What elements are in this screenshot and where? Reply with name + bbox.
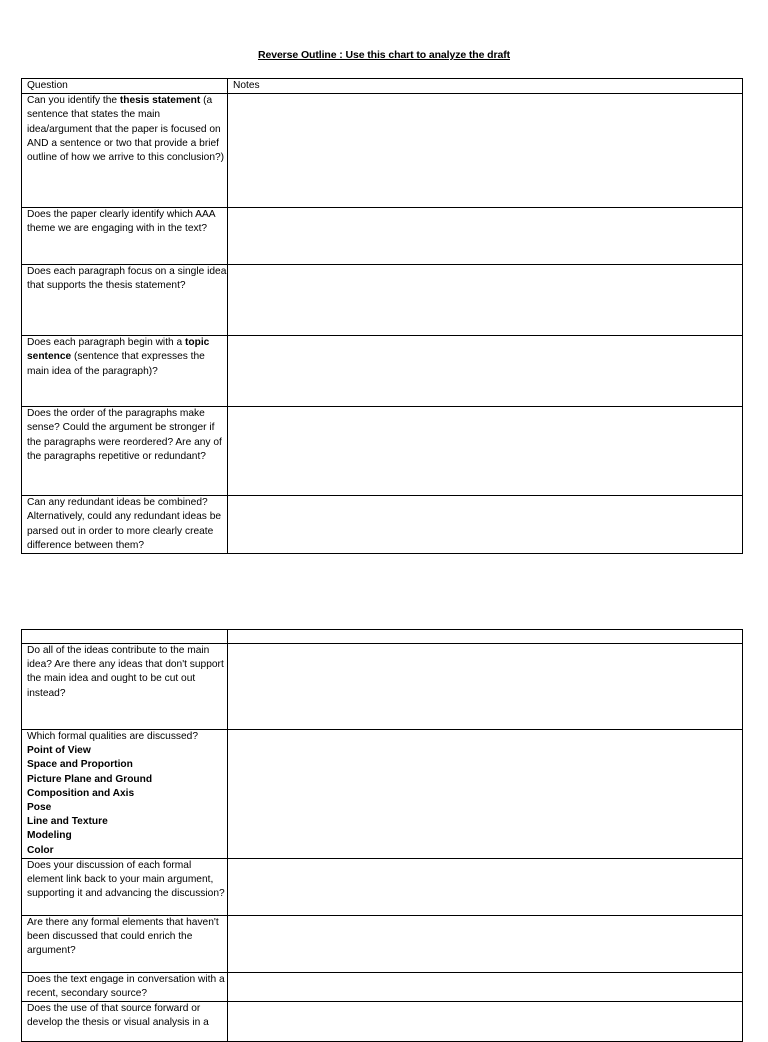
question-cell xyxy=(22,265,228,336)
question-text xyxy=(27,95,224,163)
notes-cell[interactable] xyxy=(228,858,743,915)
emphasized-term: thesis statement xyxy=(119,95,201,107)
document-title: Reverse Outline : Use this chart to analyze the draft xyxy=(257,49,511,61)
table-row xyxy=(22,94,743,208)
question-cell xyxy=(22,94,228,208)
question-text-segment: (a sentence that states the main idea/argument that the paper is focused on AND a sentence or two that provide a brief outline of how we arrive to this conclusion?) xyxy=(27,95,225,164)
table-row xyxy=(22,407,743,496)
table-header-row xyxy=(22,79,743,94)
notes-cell[interactable] xyxy=(228,265,743,336)
notes-cell[interactable] xyxy=(228,1002,743,1042)
formal-quality-item: Modeling xyxy=(27,830,72,842)
notes-cell[interactable] xyxy=(228,644,743,730)
question-cell xyxy=(22,730,228,859)
question-text xyxy=(27,337,209,376)
reverse-outline-table-1 xyxy=(21,78,743,554)
question-text-segment: Does the order of the paragraphs make sense? Could the argument be stronger if the paragraphs were reordered? Are any of the paragraphs repetitive or redundant? xyxy=(27,408,222,462)
table-row xyxy=(22,730,743,859)
notes-cell[interactable] xyxy=(228,208,743,265)
notes-cell[interactable] xyxy=(228,336,743,407)
formal-quality-item: Point of View xyxy=(27,745,91,757)
table-row xyxy=(22,208,743,265)
table-row xyxy=(22,858,743,915)
table-row xyxy=(22,265,743,336)
notes-cell[interactable] xyxy=(228,407,743,496)
question-cell xyxy=(22,336,228,407)
question-cell: Does your discussion of each formal element link back to your main argument, supporting it and advancing the discussion? xyxy=(22,858,228,915)
reverse-outline-table-2 xyxy=(21,629,743,1042)
question-text-segment: Does each paragraph begin with a xyxy=(27,337,186,349)
table-row xyxy=(22,336,743,407)
formal-quality-item: Color xyxy=(27,844,54,856)
question-text-segment: Can any redundant ideas be combined? Alternatively, could any redundant ideas be parsed out in order to more clearly create difference between them? xyxy=(27,497,222,551)
question-cell xyxy=(22,496,228,554)
notes-column-header: Notes xyxy=(228,79,743,94)
notes-cell[interactable] xyxy=(228,94,743,208)
formal-quality-item: Composition and Axis xyxy=(27,787,135,799)
question-cell xyxy=(22,407,228,496)
question-text xyxy=(27,266,226,291)
question-column-header: Question xyxy=(22,79,228,94)
notes-cell[interactable] xyxy=(228,496,743,554)
question-text xyxy=(27,209,215,234)
notes-cell[interactable] xyxy=(228,915,743,972)
formal-qualities-intro: Which formal qualities are discussed? xyxy=(27,731,198,742)
table-row xyxy=(22,1002,743,1042)
notes-cell[interactable] xyxy=(228,730,743,859)
question-text-segment: (sentence that expresses the main idea of the paragraph)? xyxy=(27,351,205,377)
question-text xyxy=(27,408,222,462)
question-text-segment: Can you identify the xyxy=(27,95,120,107)
question-column-header xyxy=(22,630,228,644)
emphasized-term: topic sentence xyxy=(27,337,210,363)
notes-cell[interactable] xyxy=(228,972,743,1001)
question-text xyxy=(27,497,221,551)
formal-quality-item: Picture Plane and Ground xyxy=(27,773,153,785)
table-row xyxy=(22,496,743,554)
notes-column-header xyxy=(228,630,743,644)
question-cell xyxy=(22,208,228,265)
formal-quality-item: Space and Proportion xyxy=(27,759,133,771)
formal-quality-item: Line and Texture xyxy=(27,816,108,828)
question-text-segment: Does each paragraph focus on a single idea that supports the thesis statement? xyxy=(27,266,227,292)
question-cell: Does the use of that source forward or develop the thesis or visual analysis in a xyxy=(22,1002,228,1042)
table-row xyxy=(22,644,743,730)
question-cell: Are there any formal elements that haven't been discussed that could enrich the argument? xyxy=(22,915,228,972)
question-cell: Does the text engage in conversation with a recent, secondary source? xyxy=(22,972,228,1001)
question-cell: Do all of the ideas contribute to the main idea? Are there any ideas that don't support the main idea and ought to be cut out instead? xyxy=(22,644,228,730)
table-header-row xyxy=(22,630,743,644)
table-row xyxy=(22,972,743,1001)
question-text-segment: Does the paper clearly identify which AAA theme we are engaging with in the text? xyxy=(27,209,216,235)
formal-quality-item: Pose xyxy=(27,802,52,814)
table-row xyxy=(22,915,743,972)
